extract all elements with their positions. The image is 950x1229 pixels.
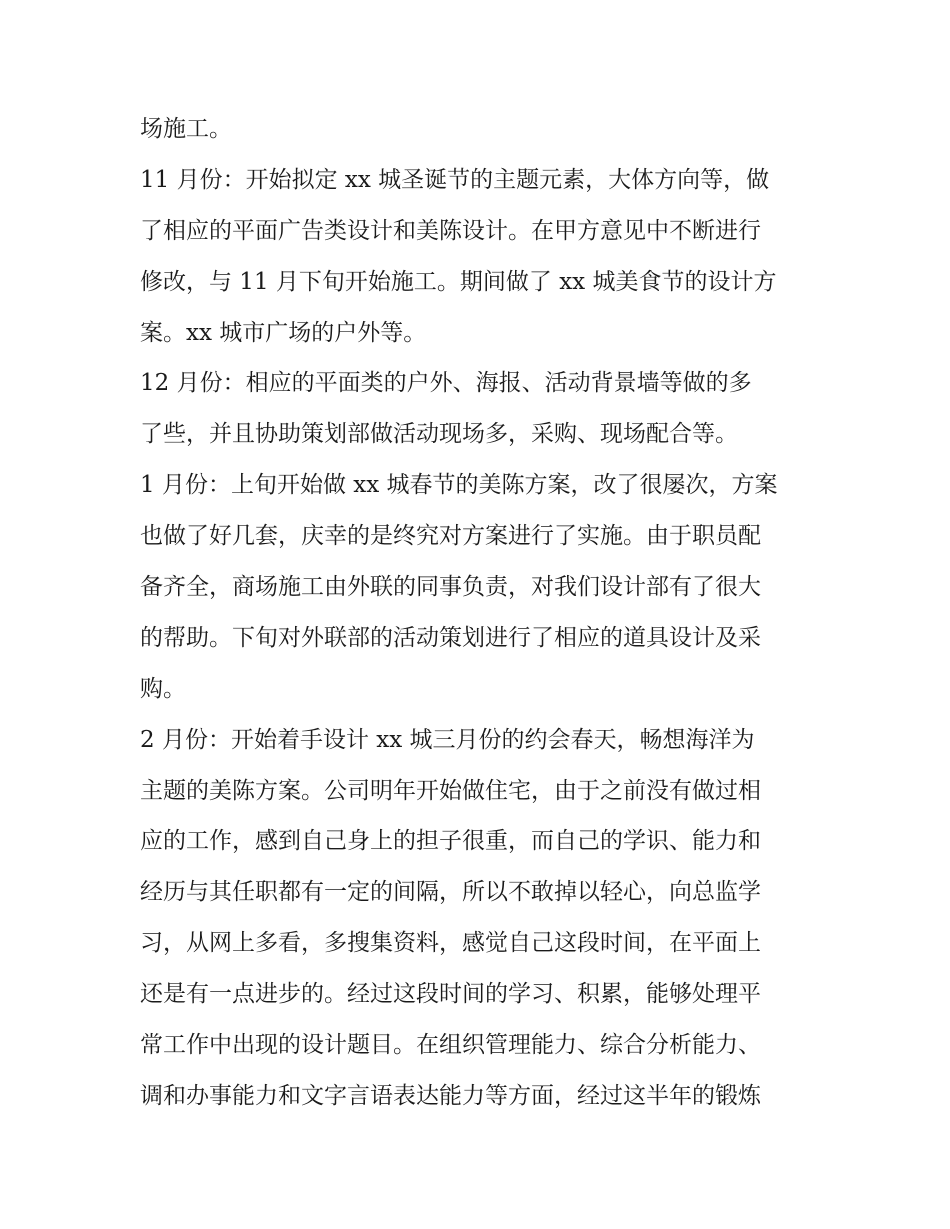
text-line: 案。xx 城市广场的户外等。	[140, 319, 427, 346]
text-line: 2 月份：开始着手设计 xx 城三月份的约会春天，畅想海洋为	[140, 726, 755, 753]
text-line: 主题的美陈方案。公司明年开始做住宅，由于之前没有做过相	[140, 777, 761, 804]
text-line: 还是有一点进步的。经过这段时间的学习、积累，能够处理平	[140, 981, 761, 1008]
text-line: 12 月份：相应的平面类的户外、海报、活动背景墙等做的多	[140, 370, 752, 397]
text-line: 11 月份：开始拟定 xx 城圣诞节的主题元素，大体方向等，做	[140, 166, 770, 193]
text-line: 经历与其任职都有一定的间隔，所以不敢掉以轻心，向总监学	[140, 879, 761, 906]
text-line: 了相应的平面广告类设计和美陈设计。在甲方意见中不断进行	[140, 217, 761, 244]
text-line: 也做了好几套，庆幸的是终究对方案进行了实施。由于职员配	[140, 523, 761, 550]
text-line: 的帮助。下旬对外联部的活动策划进行了相应的道具设计及采	[140, 624, 761, 651]
text-line: 常工作中出现的设计题目。在组织管理能力、综合分析能力、	[140, 1032, 761, 1059]
text-line: 了些，并且协助策划部做活动现场多，采购、现场配合等。	[140, 421, 738, 448]
text-line: 调和办事能力和文字言语表达能力等方面，经过这半年的锻炼	[140, 1082, 761, 1109]
text-line: 备齐全，商场施工由外联的同事负责，对我们设计部有了很大	[140, 574, 761, 601]
text-line: 1 月份：上旬开始做 xx 城春节的美陈方案，改了很屡次，方案	[140, 472, 778, 499]
text-line: 修改，与 11 月下旬开始施工。期间做了 xx 城美食节的设计方	[140, 268, 777, 295]
text-line: 购。	[140, 675, 186, 702]
text-line: 应的工作，感到自己身上的担子很重，而自己的学识、能力和	[140, 828, 761, 855]
text-line: 习，从网上多看，多搜集资料，感觉自己这段时间，在平面上	[140, 930, 761, 957]
body-text	[140, 104, 820, 1122]
text-line: 场施工。	[140, 116, 232, 142]
